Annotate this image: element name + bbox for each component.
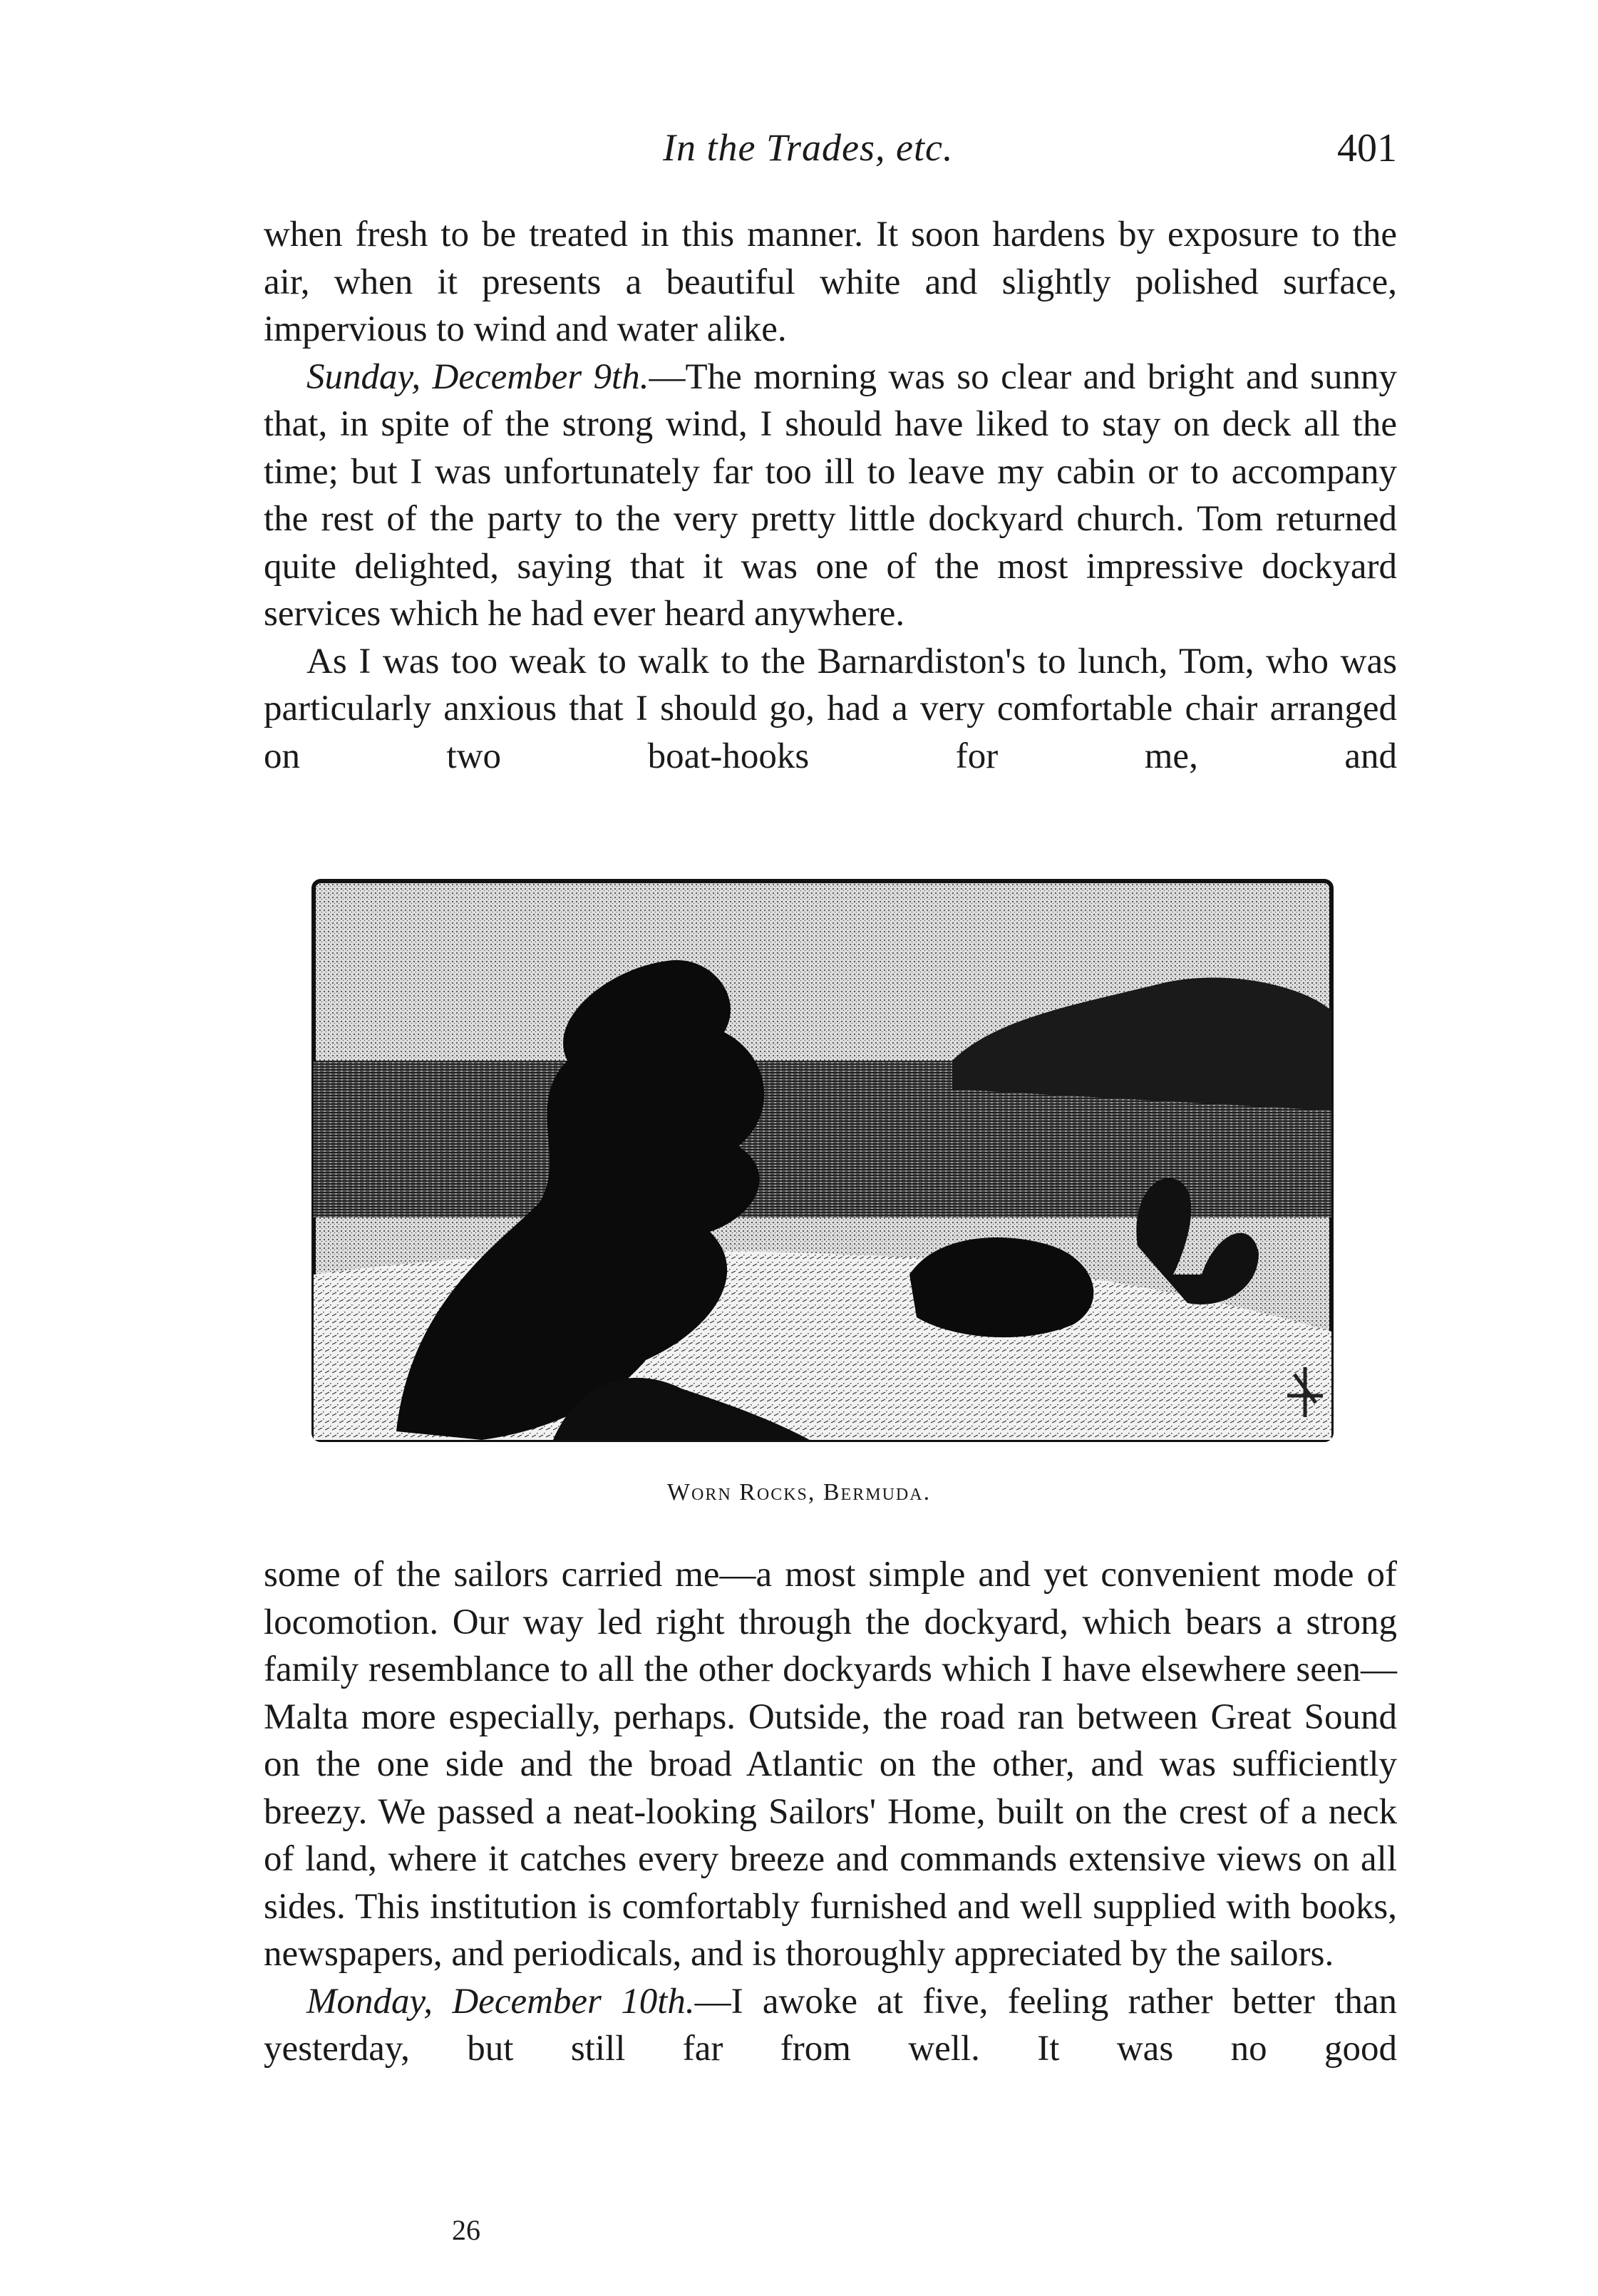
signature-mark: 26 xyxy=(452,2214,480,2246)
dateline: Monday, December 10th. xyxy=(306,1981,695,2022)
engraving-illustration xyxy=(311,875,1337,1446)
paragraph-monday xyxy=(264,1978,1397,2073)
page-number: 401 xyxy=(1337,126,1397,170)
text-block-top xyxy=(264,211,1397,780)
page-header xyxy=(264,125,1397,182)
paragraph: when fresh to be treated in this manner. It soon hardens by exposure to the air, when it presents a beautiful white and slightly polished surface, impervious to wind and water alike. xyxy=(264,215,1397,349)
worn-rock-right xyxy=(909,1237,1093,1337)
paragraph: As I was too weak to walk to the Barnardiston's to lunch, Tom, who was particularly anxious that I should go, had a very comfortable chair arranged on two boat-hooks for me, and xyxy=(264,641,1397,776)
paragraph: some of the sailors carried me—a most simple and yet convenient mode of locomotion. Our way led right through the dockyard, which bears a strong family resemblance to all the other dockyards which I have elsewhere seen—Malta more especially, perhaps. Outside, the road ran between Great Sound on the one side and the broad Atlantic on the other, and was sufficiently breezy. We passed a neat-looking Sailors' Home, built on the crest of a neck of land, where it catches every breeze and commands extensive views on all sides. This institution is comfortably furnished and well supplied with books, newspapers, and periodicals, and is thoroughly appreciated by the sailors. xyxy=(264,1555,1397,1974)
text-block-bottom xyxy=(264,1551,1397,2073)
figure-caption: Worn Rocks, Bermuda. xyxy=(666,1479,932,1505)
paragraph-text: —I awoke at five, feeling rather better than yesterday, but still far from well. It was no good xyxy=(264,1981,1398,2069)
paragraph-text: —The morning was so clear and bright and sunny that, in spite of the strong wind, I should have liked to stay on deck all the time; but I was unfortunately far too ill to leave my cabin or to accompany the rest of the party to the very pretty little dockyard church. Tom returned quite delighted, saying that it was one of the most impressive dockyard services which he had ever heard anywhere. xyxy=(264,356,1397,634)
dateline: Sunday, December 9th. xyxy=(306,356,649,397)
paragraph-sunday xyxy=(264,354,1397,638)
running-title: In the Trades, etc. xyxy=(663,126,954,169)
